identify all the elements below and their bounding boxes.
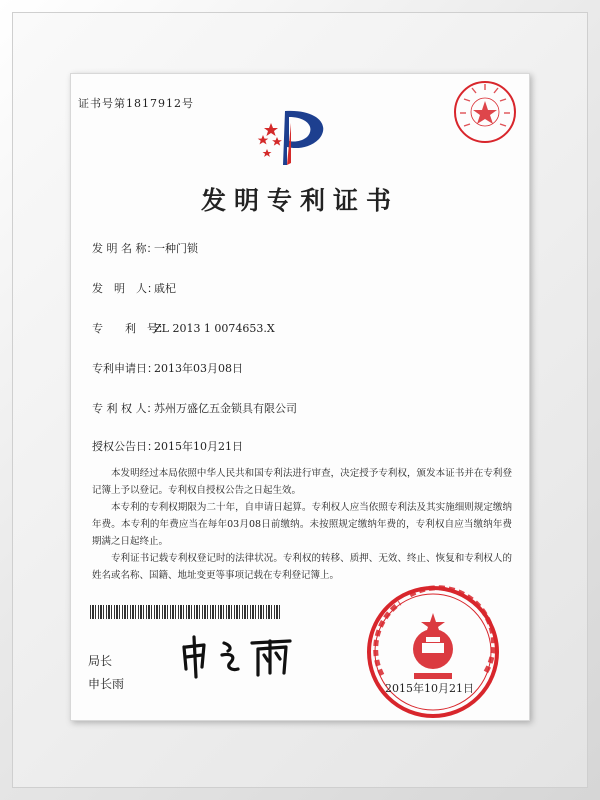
official-seal-icon	[364, 583, 502, 721]
signatory-name: 申长雨	[88, 677, 125, 691]
agency-seal-icon	[452, 79, 518, 145]
field-grant-date	[92, 438, 243, 454]
certificate-title: 发明专利证书	[200, 186, 399, 215]
field-value: 戚杞	[154, 282, 176, 295]
field-patent-number	[92, 320, 275, 336]
field-label: 专利申请日：	[92, 362, 158, 375]
signature-date: 2015年10月21日	[385, 682, 474, 695]
body-paragraph: 本专利的专利权期限为二十年，自申请日起算。专利权人应当依照专利法及其实施细则规定缴纳年费。本专利的年费应当在每年03月08日前缴纳。未按照规定缴纳年费的，专利权自应当缴纳年费期满之日起终止。	[92, 502, 512, 547]
field-value: 2015年10月21日	[154, 440, 243, 453]
certificate-body	[92, 465, 512, 584]
certificate-number: 证书号第1817912号	[78, 97, 194, 110]
field-application-date	[92, 360, 243, 376]
field-label: 专 利 号：	[92, 322, 169, 335]
field-label: 发 明 人：	[92, 282, 158, 295]
body-paragraph: 本发明经过本局依照中华人民共和国专利法进行审查，决定授予专利权，颁发本证书并在专利登记簿上予以登记。专利权自授权公告之日起生效。	[92, 468, 512, 496]
field-invention-name	[92, 240, 198, 256]
field-label: 专 利 权 人：	[92, 402, 158, 415]
field-label: 发 明 名 称：	[92, 242, 158, 255]
field-patentee	[92, 400, 297, 416]
barcode-icon	[90, 605, 280, 619]
signatory-role: 局长	[88, 654, 113, 668]
certificate-paper	[70, 73, 530, 721]
field-value: 2013年03月08日	[154, 362, 243, 375]
field-inventor	[92, 280, 176, 296]
handwritten-signature-icon	[178, 633, 308, 681]
field-value: 苏州万盛亿五金锁具有限公司	[154, 402, 297, 415]
field-value: ZL 2013 1 0074653.X	[154, 322, 275, 335]
field-label: 授权公告日：	[92, 440, 158, 453]
body-paragraph: 专利证书记载专利权登记时的法律状况。专利权的转移、质押、无效、终止、恢复和专利权人的姓名或名称、国籍、地址变更等事项记载在专利登记簿上。	[92, 553, 512, 581]
patent-office-logo-icon	[257, 105, 337, 171]
field-value: 一种门锁	[154, 242, 198, 255]
